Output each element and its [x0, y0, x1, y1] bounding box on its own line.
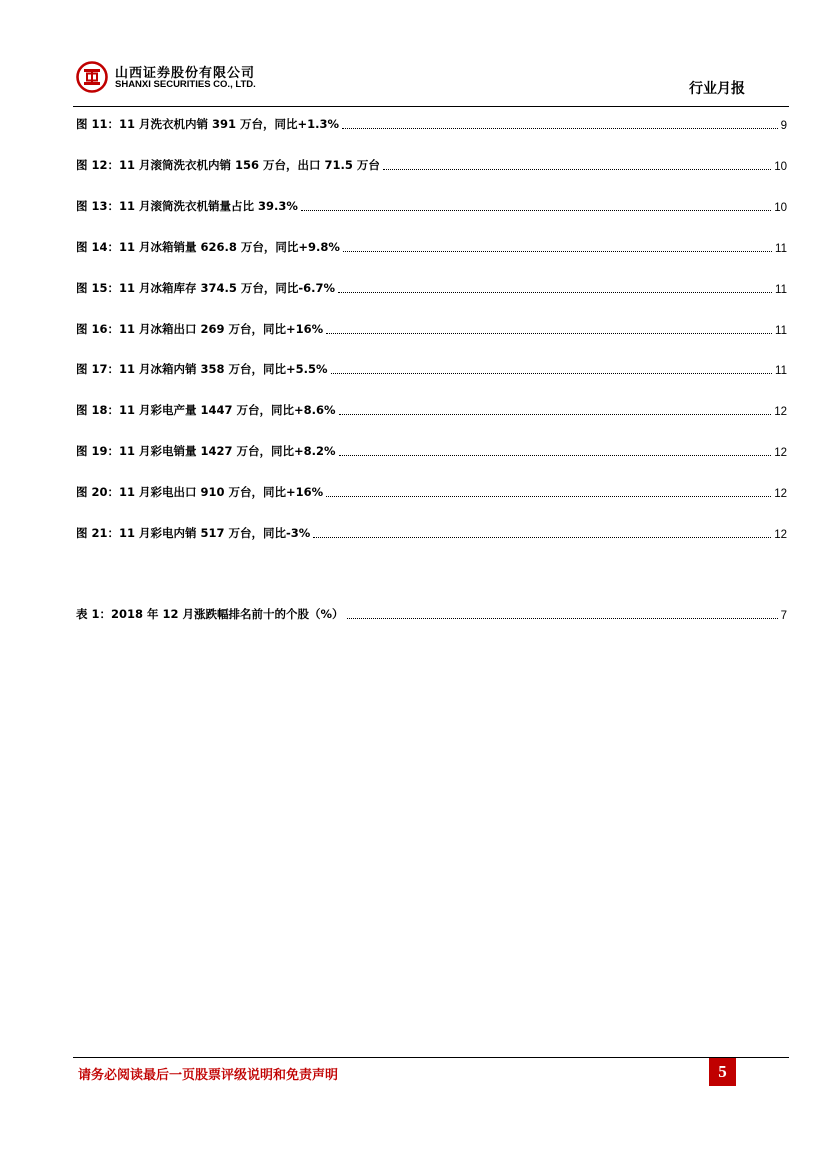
- toc-leader-dots: [343, 245, 772, 252]
- toc-figure-18[interactable]: [76, 402, 787, 418]
- toc-leader-dots: [313, 531, 771, 538]
- toc-entry-label: 图 11：11 月洗衣机内销 391 万台，同比+1.3%: [76, 117, 340, 131]
- toc-entry-label: 图 14：11 月冰箱销量 626.8 万台，同比+9.8%: [76, 240, 340, 254]
- toc-leader-dots: [326, 490, 771, 497]
- toc-entry-page: 12: [774, 529, 787, 541]
- toc-entry-page: 11: [775, 243, 787, 255]
- toc-figure-16[interactable]: [76, 321, 787, 337]
- toc-leader-dots: [339, 449, 772, 456]
- page-number-badge: 5: [709, 1058, 736, 1086]
- toc-entry-label: 表 1：2018 年 12 月涨跌幅排名前十的个股（%）: [76, 607, 344, 621]
- toc-table-1[interactable]: [76, 606, 787, 622]
- header-divider: [73, 106, 789, 107]
- toc-figure-12[interactable]: [76, 157, 787, 173]
- toc-entry-page: 11: [775, 365, 787, 377]
- toc-figure-14[interactable]: [76, 239, 787, 255]
- toc-entry-page: 11: [775, 325, 787, 337]
- toc-entry-page: 11: [775, 284, 787, 296]
- shanxi-securities-logo-icon: [76, 61, 108, 93]
- toc-entry-page: 9: [780, 120, 787, 132]
- company-name-en: SHANXI SECURITIES CO., LTD.: [115, 79, 256, 90]
- toc-figure-17[interactable]: [76, 361, 787, 377]
- page-header: [73, 58, 789, 108]
- toc-entry-page: 12: [774, 406, 787, 418]
- company-name-cn: 山西证券股份有限公司: [115, 66, 256, 81]
- toc-entry-label: 图 19：11 月彩电销量 1427 万台，同比+8.2%: [76, 444, 336, 458]
- toc-leader-dots: [347, 612, 778, 619]
- document-type: 行业月报: [689, 81, 745, 97]
- footer-divider: [73, 1057, 789, 1058]
- toc-entry-label: 图 20：11 月彩电出口 910 万台，同比+16%: [76, 485, 324, 499]
- toc-leader-dots: [331, 367, 772, 374]
- toc-entry-page: 10: [774, 202, 787, 214]
- toc-entry-label: 图 21：11 月彩电内销 517 万台，同比-3%: [76, 526, 311, 540]
- toc-figure-15[interactable]: [76, 280, 787, 296]
- toc-figure-19[interactable]: [76, 443, 787, 459]
- toc-leader-dots: [301, 204, 771, 211]
- toc-entry-label: 图 12：11 月滚筒洗衣机内销 156 万台，出口 71.5 万台: [76, 158, 380, 172]
- toc-figure-20[interactable]: [76, 484, 787, 500]
- toc-entry-label: 图 15：11 月冰箱库存 374.5 万台，同比-6.7%: [76, 281, 336, 295]
- toc-entry-page: 12: [774, 488, 787, 500]
- toc-figure-13[interactable]: [76, 198, 787, 214]
- toc-entry-page: 12: [774, 447, 787, 459]
- toc-entry-label: 图 13：11 月滚筒洗衣机销量占比 39.3%: [76, 199, 298, 213]
- toc-entry-page: 10: [774, 161, 787, 173]
- toc-entry-page: 7: [780, 610, 787, 622]
- toc-entry-label: 图 16：11 月冰箱出口 269 万台，同比+16%: [76, 322, 324, 336]
- toc-leader-dots: [383, 163, 771, 170]
- toc-entry-label: 图 17：11 月冰箱内销 358 万台，同比+5.5%: [76, 362, 328, 376]
- toc-figure-21[interactable]: [76, 525, 787, 541]
- toc-leader-dots: [342, 122, 778, 129]
- toc-figure-11[interactable]: [76, 116, 787, 132]
- footer-disclaimer: 请务必阅读最后一页股票评级说明和免责声明: [78, 1068, 339, 1083]
- toc-leader-dots: [339, 408, 772, 415]
- toc-leader-dots: [338, 286, 772, 293]
- toc-leader-dots: [326, 327, 772, 334]
- toc-entry-label: 图 18：11 月彩电产量 1447 万台，同比+8.6%: [76, 403, 336, 417]
